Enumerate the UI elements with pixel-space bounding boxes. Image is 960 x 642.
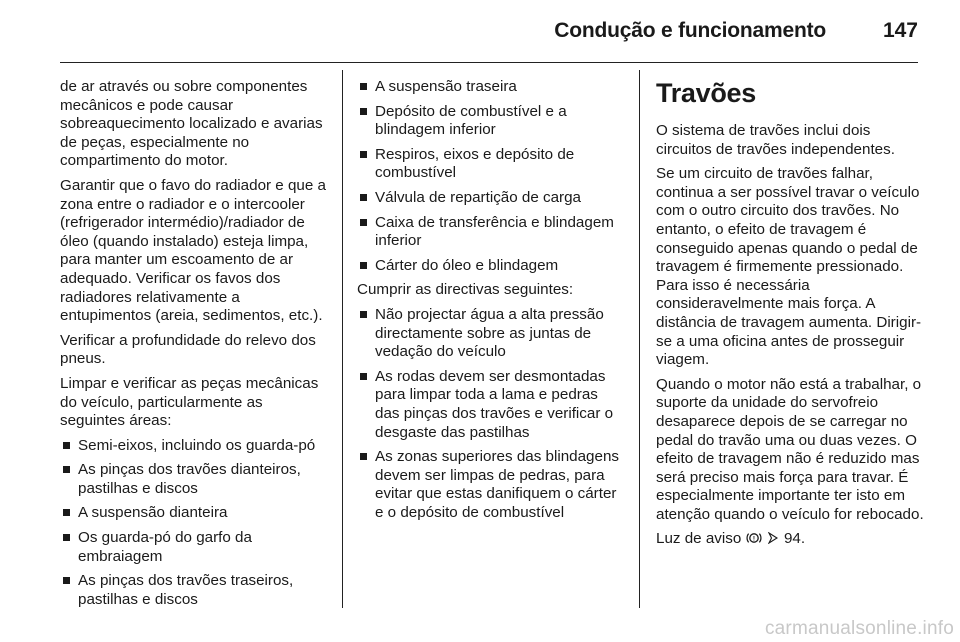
paragraph: Cumprir as directivas seguintes: <box>357 281 574 299</box>
list-item <box>60 572 328 609</box>
brake-warning-icon <box>746 531 762 545</box>
paragraph: Quando o motor não está a trabalhar, o suporte da unidade do servofreio desaparece depois de se carregar no pedal do travão uma ou duas vezes. O efeito de travagem não é reduzido mas será preciso mais força para travar. É especialmente importante ter isto em atenção quando o veículo for rebocado. <box>656 375 924 523</box>
bullet-list <box>357 78 625 275</box>
list-item <box>357 78 625 97</box>
list-item <box>357 306 625 362</box>
column-divider <box>639 70 640 608</box>
bullet-icon <box>360 151 367 158</box>
list-item <box>357 368 625 442</box>
list-item <box>357 214 625 251</box>
list-item <box>60 504 328 523</box>
bullet-icon <box>360 108 367 115</box>
bullet-icon <box>360 311 367 318</box>
bullet-icon <box>63 534 70 541</box>
page-header <box>60 0 918 63</box>
column-divider <box>342 70 343 608</box>
paragraph: de ar através ou sobre componentes mecânicos e pode causar sobreaquecimento localizado e avarias de peças, especialmente no compartimento do motor. <box>60 78 323 170</box>
column-middle <box>357 78 625 528</box>
list-item-text: A suspensão traseira <box>375 78 517 95</box>
list-item <box>357 146 625 183</box>
bullet-icon <box>63 577 70 584</box>
list-item-text: Caixa de transferência e blindagem inferior <box>375 213 614 250</box>
bullet-icon <box>360 219 367 226</box>
list-item-text: Não projectar água a alta pressão directamente sobre as juntas de vedação do veículo <box>375 305 604 361</box>
bullet-icon <box>63 509 70 516</box>
list-item-text: Respiros, eixos e depósito de combustível <box>375 145 575 182</box>
bullet-icon <box>360 453 367 460</box>
paragraph: Limpar e verificar as peças mecânicas do veículo, particularmente as seguintes áreas: <box>60 374 319 430</box>
list-item-text: Os guarda-pó do garfo da embraiagem <box>78 529 252 565</box>
paragraph: O sistema de travões inclui dois circuitos de travões independentes. <box>656 122 895 158</box>
list-item <box>357 448 625 522</box>
list-item-text: As pinças dos travões traseiros, pastilhas e discos <box>78 572 294 608</box>
bullet-icon <box>360 83 367 90</box>
list-item <box>60 529 328 566</box>
bullet-icon <box>360 194 367 201</box>
list-item-text: Cárter do óleo e blindagem <box>375 256 559 274</box>
page-title: Condução e funcionamento <box>554 19 826 42</box>
page-number: 147 <box>882 19 918 42</box>
list-item-text: A suspensão dianteira <box>78 504 228 522</box>
list-item <box>357 103 625 140</box>
list-item-text: Depósito de combustível e a blindagem inferior <box>375 102 567 139</box>
list-item <box>357 189 625 208</box>
list-item <box>60 437 328 456</box>
column-right <box>656 78 924 555</box>
paragraph: Se um circuito de travões falhar, continua a ser possível travar o veículo com o outro circuito dos travões. No entanto, o efeito de travagem é conseguido apenas quando o pedal de travagem é firmemente pressionado. Para isso é necessária consideravelmente mais força. A distância de travagem aumenta. Dirigir-se a uma oficina antes de prosseguir viagem. <box>656 165 922 369</box>
watermark: carmanualsonline.info <box>764 618 954 639</box>
paragraph: Garantir que o favo do radiador e que a zona entre o radiador e o intercooler (refrigerador intermédio)/radiador de óleo (quando instalado) esteja limpa, para manter um escoamento de ar adequado. Verificar os favos dos radiadores relativamente a entupimentos (areia, sedimentos, etc.). <box>60 176 326 325</box>
page-reference[interactable]: 94. <box>783 530 806 548</box>
paragraph: Verificar a profundidade do relevo dos pneus. <box>60 331 316 368</box>
bullet-icon <box>63 466 70 473</box>
reference-arrow-icon[interactable] <box>768 532 778 544</box>
list-item <box>60 461 328 498</box>
warning-label: Luz de aviso <box>656 530 742 548</box>
list-item <box>357 257 625 276</box>
column-left <box>60 78 328 615</box>
list-item-text: As zonas superiores das blindagens devem ser limpas de pedras, para evitar que estas danifiquem o cárter e o depósito de combustível <box>375 448 619 521</box>
bullet-icon <box>360 262 367 269</box>
bullet-icon <box>360 373 367 380</box>
bullet-icon <box>63 442 70 449</box>
list-item-text: Válvula de repartição de carga <box>375 188 582 206</box>
section-title: Travões <box>656 78 756 108</box>
svg-text:!: ! <box>752 536 755 544</box>
list-item-text: As pinças dos travões dianteiros, pastilhas e discos <box>78 461 301 497</box>
bullet-list <box>60 437 328 610</box>
warning-reference <box>656 530 924 549</box>
list-item-text: As rodas devem ser desmontadas para limpar toda a lama e pedras das pinças dos travões e verificar o desgaste das pastilhas <box>375 367 614 441</box>
list-item-text: Semi-eixos, incluindo os guarda-pó <box>78 436 316 454</box>
bullet-list <box>357 306 625 523</box>
